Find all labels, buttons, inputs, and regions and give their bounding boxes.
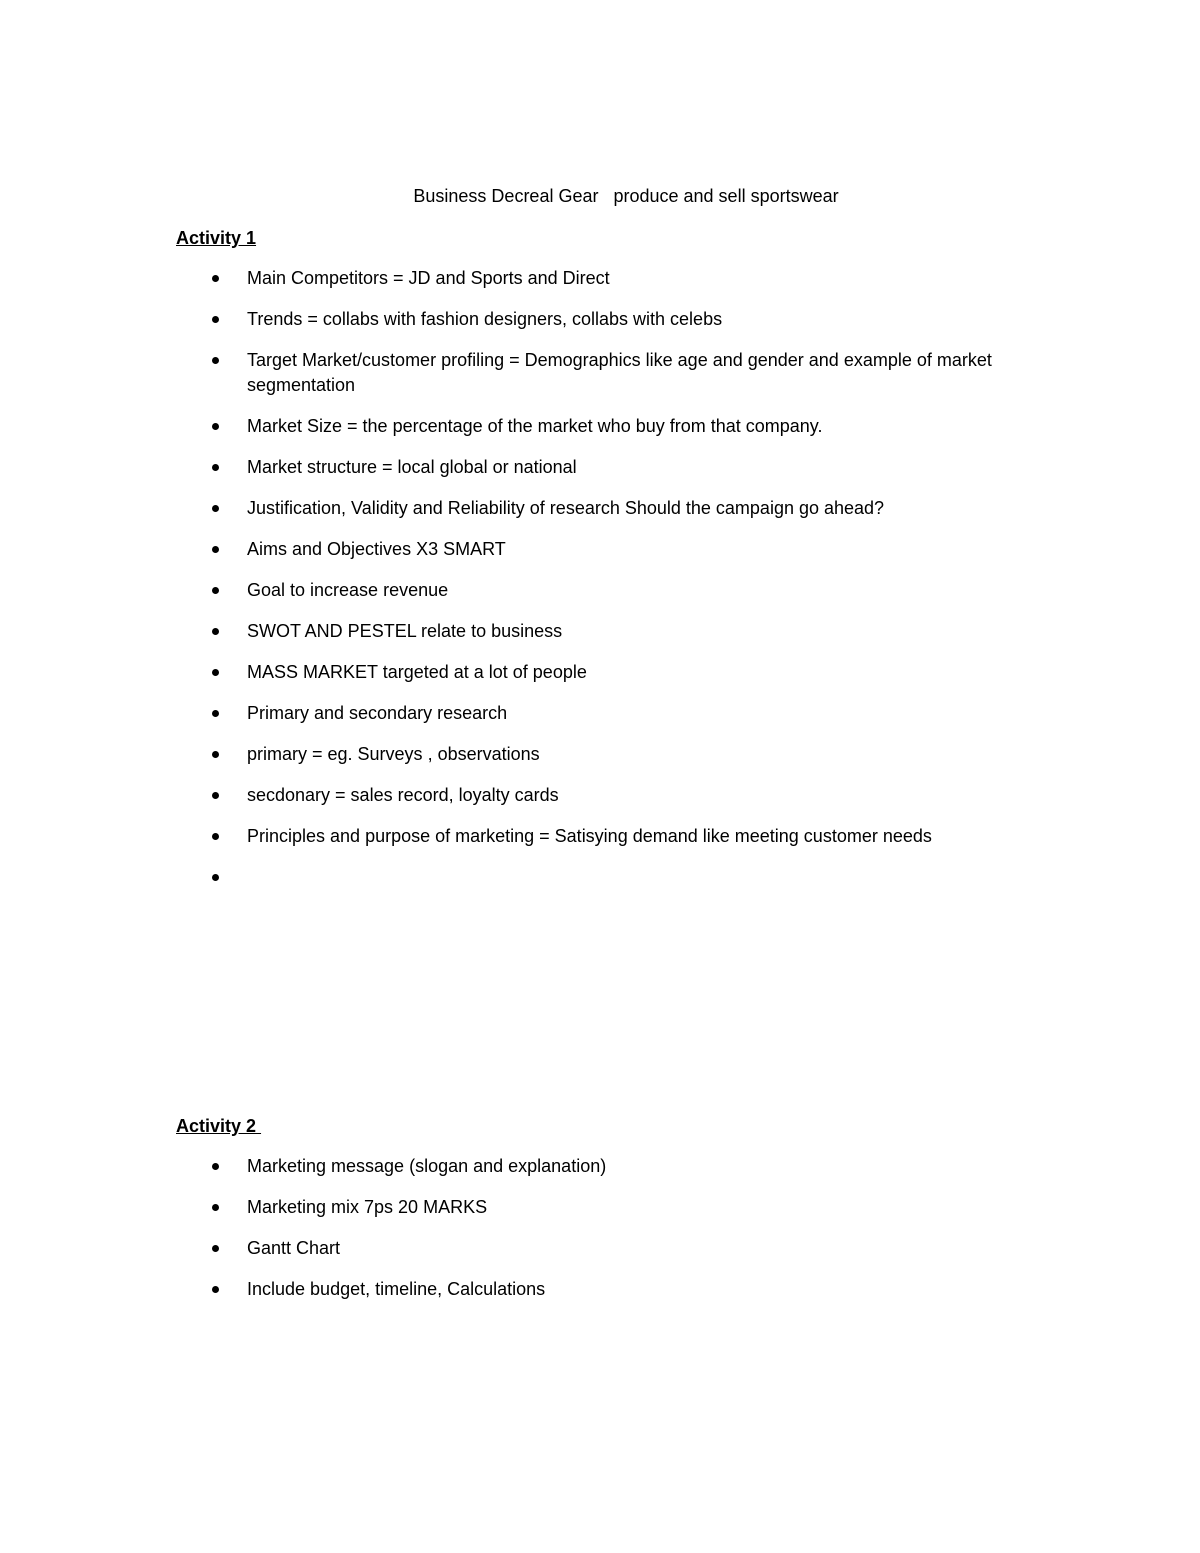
list-item [0, 742, 1007, 767]
list-item-text [247, 865, 1007, 890]
list-item [0, 783, 1007, 808]
list-item [0, 865, 1007, 890]
bullet-icon [212, 792, 219, 799]
bullet-icon [212, 1286, 219, 1293]
list-item-text: Principles and purpose of marketing = Satisying demand like meeting customer needs [247, 826, 932, 846]
list-item [0, 824, 1007, 849]
bullet-icon [212, 874, 219, 881]
list-item [0, 1277, 1007, 1302]
list-item-text: Gantt Chart [247, 1238, 341, 1258]
list-item [0, 455, 1007, 480]
bullet-icon [212, 423, 219, 430]
activity-1-bullet-list [0, 266, 1200, 906]
list-item-text: Primary and secondary research [247, 703, 508, 723]
bullet-icon [212, 669, 219, 676]
bullet-icon [212, 1245, 219, 1252]
list-item-text: Goal to increase revenue [247, 580, 449, 600]
list-item-text: SWOT AND PESTEL relate to business [247, 621, 563, 641]
list-item-text: Market Size = the percentage of the market who buy from that company. [247, 416, 823, 436]
bullet-icon [212, 710, 219, 717]
list-item [0, 619, 1007, 644]
list-item [0, 496, 1007, 521]
list-item [0, 578, 1007, 603]
bullet-icon [212, 751, 219, 758]
list-item [0, 266, 1007, 291]
list-item [0, 537, 1007, 562]
list-item-text: Market structure = local global or national [247, 457, 577, 477]
list-item [0, 348, 1007, 398]
bullet-icon [212, 587, 219, 594]
list-item-text: Aims and Objectives X3 SMART [247, 539, 506, 559]
list-item [0, 307, 1007, 332]
list-item-text: Include budget, timeline, Calculations [247, 1279, 546, 1299]
activity-2-bullet-list [0, 1154, 1200, 1318]
list-item-text: Target Market/customer profiling = Demographics like age and gender and example of market segmentation [247, 350, 992, 395]
list-item [0, 414, 1007, 439]
list-item-text: MASS MARKET targeted at a lot of people [247, 662, 587, 682]
document-title: Business Decreal Gear produce and sell sportswear [413, 186, 839, 206]
list-item-text: primary = eg. Surveys , observations [247, 744, 540, 764]
list-item-text: Marketing message (slogan and explanation) [247, 1156, 607, 1176]
list-item [0, 1154, 1007, 1179]
list-item [0, 701, 1007, 726]
bullet-icon [212, 316, 219, 323]
list-item [0, 1195, 1007, 1220]
list-item-text: Trends = collabs with fashion designers, collabs with celebs [247, 309, 723, 329]
bullet-icon [212, 464, 219, 471]
section-heading-activity-1: Activity 1 [176, 228, 257, 248]
bullet-icon [212, 1204, 219, 1211]
list-item [0, 660, 1007, 685]
list-item-text: Main Competitors = JD and Sports and Direct [247, 268, 610, 288]
bullet-icon [212, 833, 219, 840]
bullet-icon [212, 505, 219, 512]
section-heading-activity-2: Activity 2 [176, 1116, 262, 1136]
list-item-text: secdonary = sales record, loyalty cards [247, 785, 559, 805]
list-item-text: Justification, Validity and Reliability of research Should the campaign go ahead? [247, 498, 885, 518]
list-item-text: Marketing mix 7ps 20 MARKS [247, 1197, 488, 1217]
bullet-icon [212, 628, 219, 635]
bullet-icon [212, 546, 219, 553]
list-item [0, 1236, 1007, 1261]
bullet-icon [212, 1163, 219, 1170]
bullet-icon [212, 275, 219, 282]
bullet-icon [212, 357, 219, 364]
